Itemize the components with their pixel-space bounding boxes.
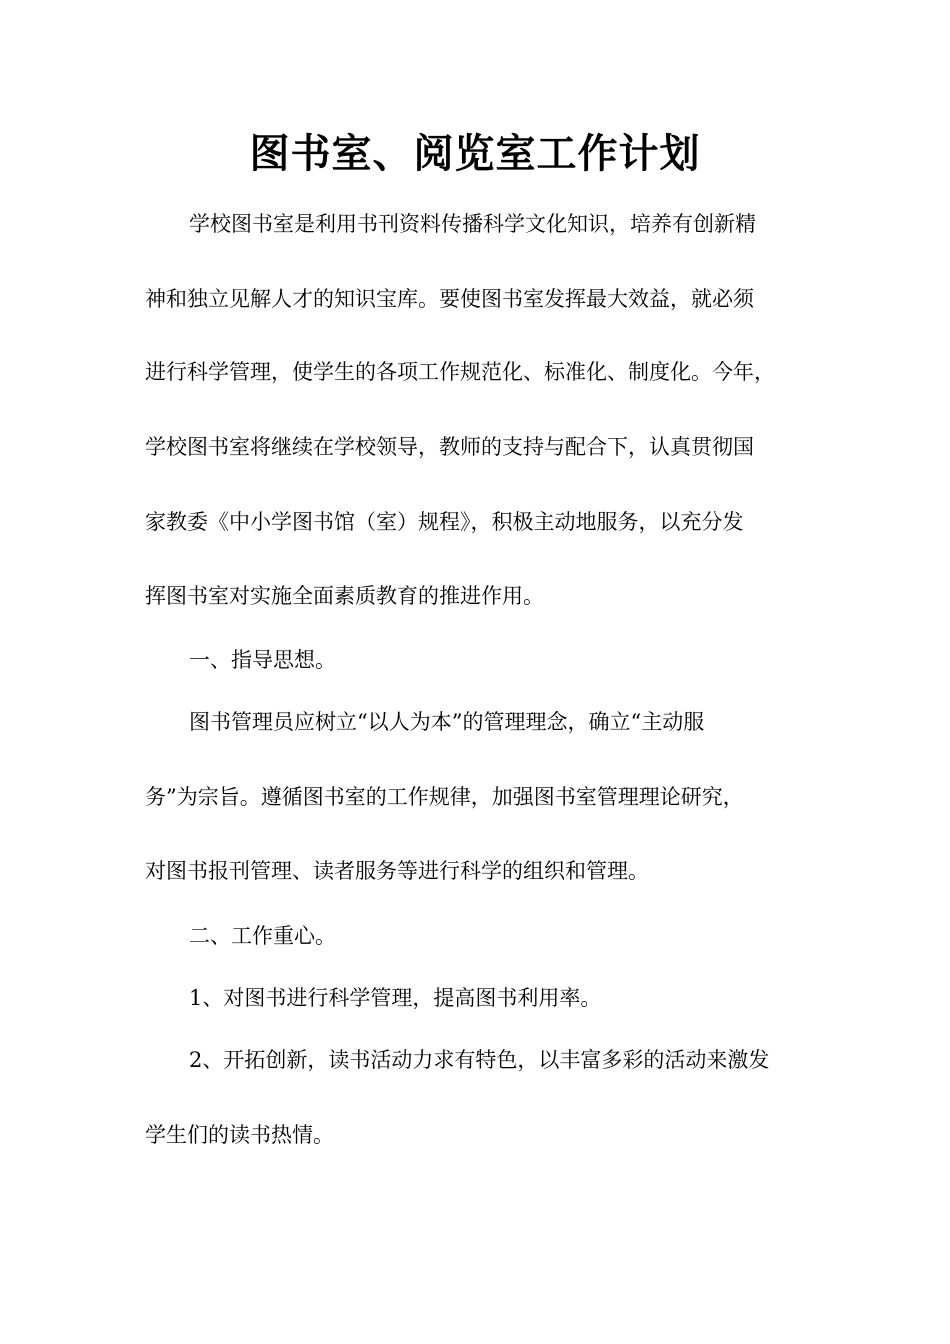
paragraph-line: 务”为宗旨。遵循图书室的工作规律，加强图书室管理理论研究， <box>145 785 744 809</box>
section-heading: 一、指导思想。 <box>189 648 336 672</box>
paragraph-line: 进行科学管理，使学生的各项工作规范化、标准化、制度化。今年， <box>145 360 775 384</box>
paragraph-line: 图书管理员应树立“以人为本”的管理理念，确立“主动服 <box>189 710 705 734</box>
paragraph-line: 挥图书室对实施全面素质教育的推进作用。 <box>145 584 544 608</box>
paragraph-line: 对图书报刊管理、读者服务等进行科学的组织和管理。 <box>145 859 649 883</box>
paragraph-line: 学生们的读书热情。 <box>145 1123 334 1147</box>
paragraph-line: 学校图书室将继续在学校领导，教师的支持与配合下，认真贯彻国 <box>145 435 754 459</box>
paragraph-line: 神和独立见解人才的知识宝库。要使图书室发挥最大效益，就必须 <box>145 287 754 311</box>
paragraph-line: 家教委《中小学图书馆（室）规程》，积极主动地服务，以充分发 <box>145 510 744 534</box>
list-item: 1、对图书进行科学管理，提高图书利用率。 <box>189 986 602 1010</box>
list-item: 2、开拓创新，读书活动力求有特色，以丰富多彩的活动来激发 <box>189 1048 770 1072</box>
section-heading: 二、工作重心。 <box>189 924 336 948</box>
paragraph-line: 学校图书室是利用书刊资料传播科学文化知识，培养有创新精 <box>189 212 756 236</box>
document-title: 图书室、阅览室工作计划 <box>249 130 701 177</box>
